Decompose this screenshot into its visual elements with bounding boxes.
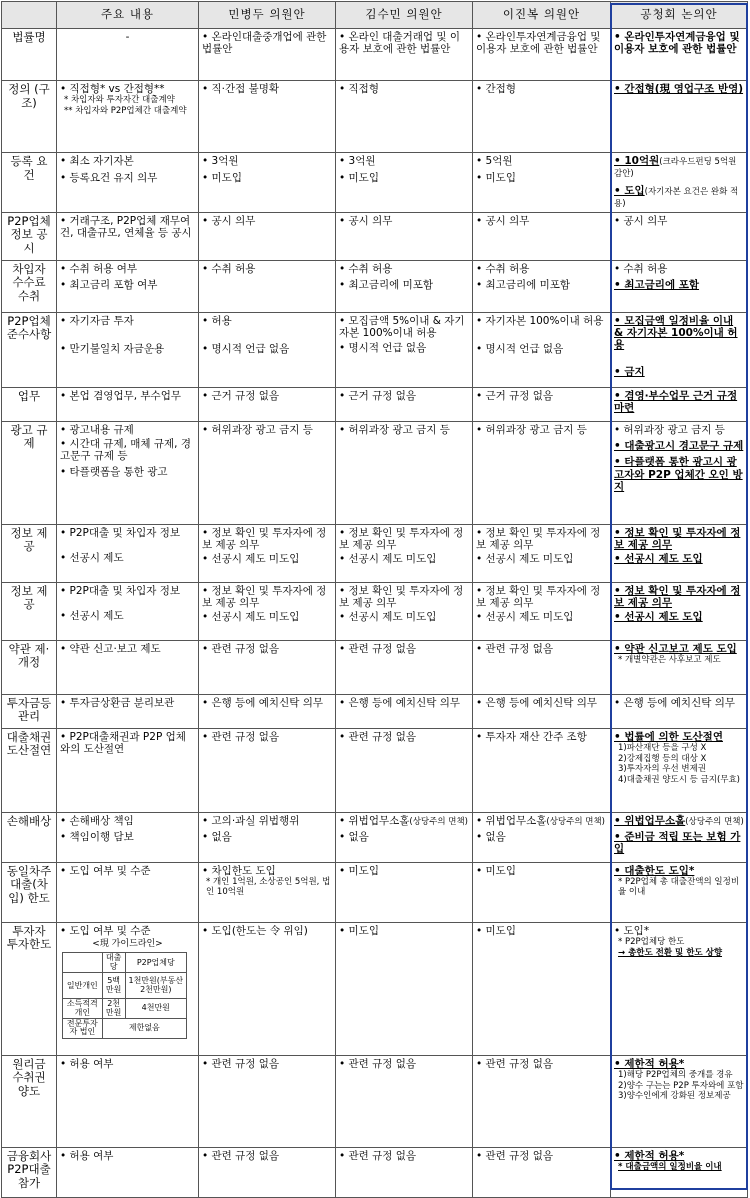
row-category: 법률명: [2, 29, 57, 81]
table-row: [2, 29, 748, 81]
header-min: 민병두 의원안: [199, 2, 336, 29]
line: • 최고금리에 미포함: [476, 278, 571, 291]
cell-main: -: [57, 29, 199, 81]
cell-hearing: [611, 1055, 748, 1147]
header-kim: 김수민 의원안: [336, 2, 473, 29]
line: • 도입 여부 및 수준: [60, 924, 151, 937]
cell-kim: • 공시 의무: [336, 212, 473, 260]
cell-hearing: [611, 728, 748, 812]
line: • 타플랫폼을 통한 광고: [60, 465, 168, 478]
line: • 도입: [614, 184, 645, 197]
line: • 수취 허용: [614, 262, 668, 275]
line: • 없음: [476, 830, 506, 843]
cell-min: • 허위과장 광고 금지 등: [199, 421, 336, 524]
cell-lee: • 미도입: [473, 862, 611, 922]
cell-min: • 도입(한도는 令 위임): [199, 922, 336, 1055]
cell-kim: [336, 260, 473, 312]
mini-header: P2P업체당: [125, 953, 186, 973]
line: • 시간대 규제, 매체 규제, 경고문구 규제 등: [60, 437, 191, 463]
cell-main: [57, 260, 199, 312]
cell-kim: • 관련 규정 없음: [336, 1147, 473, 1197]
line: • 정보 확인 및 투자자에 정보 제공 의무: [614, 526, 741, 551]
table-row: [2, 387, 748, 421]
line: • 수취 허용: [476, 262, 530, 275]
cell-kim: [336, 524, 473, 582]
cell-main: [57, 421, 199, 524]
line: • 선공시 제도 미도입: [202, 553, 300, 566]
line: • 3억원: [202, 155, 239, 167]
cell-hearing: • 공시 의무: [611, 212, 748, 260]
hearing-text: • 간접형(現 영업구조 반영): [614, 83, 744, 95]
mini-cell: 4천만원: [125, 999, 186, 1019]
line: • 수취 허용: [202, 262, 256, 275]
footnote: * 개별약관은 사후보고 제도: [618, 654, 721, 665]
note: (자기자본 요건은 완화 적용): [614, 186, 739, 210]
footnote: * P2P업체 총 대출잔액의 일정비율 이내: [618, 876, 740, 897]
cell-lee: [473, 260, 611, 312]
line: • 차입한도 도입: [202, 864, 276, 877]
row-category: 투자금등 관리: [2, 694, 57, 728]
header-main: 주요 내용: [57, 2, 199, 29]
footnote: 1)파산재단 등을 구성 X: [618, 742, 707, 753]
line: • 수취 허용 여부: [60, 262, 138, 275]
line: • 위법업무소홀: [614, 814, 686, 827]
line: • 대출광고시 경고문구 규제: [614, 439, 744, 452]
footnote: * 차입자와 투자자간 대출계약: [64, 95, 175, 106]
footnote: * 대출금액의 일정비율 이내: [618, 1161, 722, 1172]
line: • 만기불일치 자금운용: [60, 342, 165, 355]
cell-lee: • 관련 규정 없음: [473, 640, 611, 694]
cell-kim: [336, 153, 473, 213]
note: (상당주의 면책): [409, 816, 468, 827]
line: • 미도입: [202, 172, 242, 185]
line: • 명시적 언급 없음: [202, 342, 290, 355]
cell-hearing: [611, 1147, 748, 1197]
cell-main: [57, 81, 199, 153]
table-row: [2, 524, 748, 582]
line: • 허위과장 광고 금지 등: [614, 423, 725, 436]
line: • 없음: [339, 830, 369, 843]
line: • 도입*: [614, 924, 650, 937]
cell-min: [199, 260, 336, 312]
table-row: [2, 312, 748, 387]
cell-min: [199, 524, 336, 582]
table-row: [2, 694, 748, 728]
row-category: 금융회사 P2P대출 참가: [2, 1147, 57, 1197]
cell-min: [199, 582, 336, 640]
cell-kim: • 직접형: [336, 81, 473, 153]
row-category: 정보 제공: [2, 524, 57, 582]
cell-main: [57, 524, 199, 582]
line: • 3억원: [339, 155, 376, 167]
line: • 정보 확인 및 투자자에 정보 제공 의무: [614, 584, 741, 609]
line: • 정보 확인 및 투자자에 정보 제공 의무: [202, 584, 327, 609]
cell-kim: • 미도입: [336, 922, 473, 1055]
cell-lee: • 근거 규정 없음: [473, 387, 611, 421]
row-category: 차입자 수수료 수취: [2, 260, 57, 312]
table-row: [2, 862, 748, 922]
line: • 정보 확인 및 투자자에 정보 제공 의무: [339, 526, 464, 551]
line: • 겸영·부수업무 근거 규정 마련: [614, 389, 738, 414]
header-corner: [2, 2, 57, 29]
line: • 허용: [202, 314, 232, 327]
cell-lee: • 온라인투자연계금융업 및 이용자 보호에 관한 법률안: [473, 29, 611, 81]
cell-kim: • 관련 규정 없음: [336, 640, 473, 694]
mini-cell: 소득적격 개인: [63, 999, 103, 1019]
cell-min: [199, 812, 336, 862]
cell-hearing: [611, 421, 748, 524]
guideline-table: [62, 952, 187, 1038]
line: • 선공시 제도 미도입: [202, 611, 300, 624]
footnote: 3)양수인에게 강화된 정보제공: [618, 1091, 731, 1102]
mini-cell: 1천만원(부동산 2천만원): [125, 973, 186, 999]
table-row: [2, 260, 748, 312]
row-category: 대출채권 도산절연: [2, 728, 57, 812]
footnote: → 총한도 전환 및 한도 상향: [618, 947, 723, 958]
table-row: [2, 640, 748, 694]
line: • 정보 확인 및 투자자에 정보 제공 의무: [339, 584, 464, 609]
table-row: [2, 1147, 748, 1197]
row-category: 손해배상: [2, 812, 57, 862]
header-row: [2, 2, 748, 29]
comparison-document: [1, 1, 749, 1198]
cell-kim: • 온라인 대출거래업 및 이용자 보호에 관한 법률안: [336, 29, 473, 81]
cell-main: [57, 312, 199, 387]
table-row: [2, 81, 748, 153]
line: • 정보 확인 및 투자자에 정보 제공 의무: [202, 526, 327, 551]
cell-lee: • 관련 규정 없음: [473, 1055, 611, 1147]
cell-kim: • 은행 등에 예치신탁 의무: [336, 694, 473, 728]
line: • 선공시 제도 미도입: [476, 611, 574, 624]
cell-min: • 직·간접 불명확: [199, 81, 336, 153]
cell-main: • 본업 겸영업무, 부수업무: [57, 387, 199, 421]
table-row: [2, 922, 748, 1055]
cell-hearing: [611, 524, 748, 582]
cell-lee: [473, 812, 611, 862]
row-category: 업무: [2, 387, 57, 421]
line: • 선공시 제도 미도입: [339, 553, 437, 566]
cell-lee: [473, 312, 611, 387]
cell-min: • 관련 규정 없음: [199, 1055, 336, 1147]
mini-cell: 5백만원: [102, 973, 125, 999]
footnote: 3)투자자의 우선 변제권: [618, 764, 707, 775]
row-category: 정의 (구조): [2, 81, 57, 153]
footnote: 2)강제집행 등의 대상 X: [618, 753, 707, 764]
line: • 자기자본 100%이내 허용: [476, 314, 604, 327]
mini-cell: 일반개인: [63, 973, 103, 999]
line: • 미도입: [476, 172, 516, 185]
cell-hearing: [611, 812, 748, 862]
footnote: * P2P업체당 한도: [618, 936, 685, 947]
line: • 수취 허용: [339, 262, 393, 275]
line: • 최소 자기자본: [60, 155, 134, 167]
table-row: [2, 1055, 748, 1147]
row-category: P2P업체 준수사항: [2, 312, 57, 387]
row-category: 투자자 투자한도: [2, 922, 57, 1055]
cell-lee: • 관련 규정 없음: [473, 1147, 611, 1197]
row-category: P2P업체 정보 공시: [2, 212, 57, 260]
line: • 약관 신고보고 제도 도입: [614, 642, 737, 655]
main-line: • 직접형* vs 간접형**: [60, 83, 165, 95]
cell-hearing: [611, 260, 748, 312]
footnote: 1)해당 P2P업체의 중개를 경유: [618, 1069, 733, 1080]
mini-cell: 전문투자자 법인: [63, 1019, 103, 1039]
cell-lee: [473, 524, 611, 582]
cell-lee: • 허위과장 광고 금지 등: [473, 421, 611, 524]
footnote: * 개인 1억원, 소상공인 5억원, 법인 10억원: [206, 876, 331, 897]
table-row: [2, 212, 748, 260]
line: • 책임이행 담보: [60, 830, 134, 843]
mini-header: 대출당: [102, 953, 125, 973]
line: • 등록요건 유지 의무: [60, 172, 158, 185]
mini-corner: [63, 953, 103, 973]
cell-hearing: [611, 922, 748, 1055]
cell-min: [199, 862, 336, 922]
note: (상당주의 면책): [546, 816, 605, 827]
cell-min: • 공시 의무: [199, 212, 336, 260]
line: • 선공시 제도: [60, 551, 124, 564]
cell-main: • 허용 여부: [57, 1147, 199, 1197]
comparison-table: [1, 1, 748, 1198]
header-lee: 이진복 의원안: [473, 2, 611, 29]
cell-hearing: [611, 862, 748, 922]
footnote: 2)양수 구는는 P2P 투자와에 포함: [618, 1080, 744, 1091]
cell-main: • 투자금상환금 분리보관: [57, 694, 199, 728]
row-category: 등록 요건: [2, 153, 57, 213]
line: • 손해배상 책임: [60, 814, 134, 827]
cell-kim: [336, 812, 473, 862]
line: • 선공시 제도 도입: [614, 553, 703, 566]
row-category: 광고 규제: [2, 421, 57, 524]
line: • P2P대출 및 차입자 정보: [60, 584, 181, 597]
cell-kim: • 관련 규정 없음: [336, 1055, 473, 1147]
cell-lee: • 공시 의무: [473, 212, 611, 260]
line: • 모집금액 일정비율 이내 & 자기자본 100%이내 허용: [614, 314, 738, 352]
note: (상당주의 면책): [685, 816, 744, 827]
row-category: 원리금 수취권 양도: [2, 1055, 57, 1147]
cell-kim: [336, 582, 473, 640]
cell-min: • 관련 규정 없음: [199, 1147, 336, 1197]
cell-hearing: [611, 312, 748, 387]
line: • 최고금리 포함 여부: [60, 278, 158, 291]
cell-kim: • 관련 규정 없음: [336, 728, 473, 812]
row-category: 약관 제·개정: [2, 640, 57, 694]
line: • 선공시 제도: [60, 609, 124, 622]
line: • 정보 확인 및 투자자에 정보 제공 의무: [476, 526, 601, 551]
line: • 준비금 적립 또는 보험 가입: [614, 830, 741, 856]
cell-hearing: [611, 387, 748, 421]
cell-lee: [473, 582, 611, 640]
cell-main: [57, 153, 199, 213]
cell-main: [57, 582, 199, 640]
cell-min: • 온라인대출중개업에 관한 법률안: [199, 29, 336, 81]
line: • 선공시 제도 미도입: [476, 553, 574, 566]
cell-min: • 관련 규정 없음: [199, 640, 336, 694]
line: • 명시적 언급 없음: [476, 342, 564, 355]
cell-lee: • 은행 등에 예치신탁 의무: [473, 694, 611, 728]
footnote: 4)대출채권 양도시 등 금지(무효): [618, 775, 740, 786]
line: • 고의·과실 위법행위: [202, 814, 300, 827]
guideline-caption: <現 가이드라인>: [92, 938, 163, 949]
table-row: [2, 421, 748, 524]
cell-min: • 근거 규정 없음: [199, 387, 336, 421]
cell-main: • 허용 여부: [57, 1055, 199, 1147]
cell-min: [199, 153, 336, 213]
cell-main: • 도입 여부 및 수준: [57, 862, 199, 922]
cell-main: [57, 922, 199, 1055]
cell-main: [57, 812, 199, 862]
line: • 제한적 허용*: [614, 1149, 685, 1162]
line: • 선공시 제도 미도입: [339, 611, 437, 624]
cell-lee: • 미도입: [473, 922, 611, 1055]
cell-hearing: • 은행 등에 예치신탁 의무: [611, 694, 748, 728]
mini-cell: 2천만원: [102, 999, 125, 1019]
line: • 자기자금 투자: [60, 314, 134, 327]
cell-hearing: [611, 582, 748, 640]
cell-lee: • 투자자 재산 간주 조항: [473, 728, 611, 812]
cell-main: • P2P대출채권과 P2P 업체와의 도산절연: [57, 728, 199, 812]
cell-kim: • 미도입: [336, 862, 473, 922]
cell-main: • 거래구조, P2P업체 재무여건, 대출규모, 연체율 등 공시: [57, 212, 199, 260]
line: • 광고내용 규제: [60, 423, 134, 436]
line: • 타플랫폼 통한 광고시 광고자와 P2P 업체간 오인 방지: [614, 456, 743, 493]
line: • 최고금리에 미포함: [339, 278, 434, 291]
cell-min: • 관련 규정 없음: [199, 728, 336, 812]
cell-kim: • 근거 규정 없음: [336, 387, 473, 421]
line: • 미도입: [339, 172, 379, 185]
cell-kim: [336, 312, 473, 387]
line: • 위법업무소홀: [339, 814, 410, 827]
row-category: 동일차주 대출(차입) 한도: [2, 862, 57, 922]
mini-cell: 제한없음: [102, 1019, 186, 1039]
line: • 5억원: [476, 155, 513, 167]
cell-lee: [473, 153, 611, 213]
line: • 위법업무소홀: [476, 814, 547, 827]
cell-hearing: [611, 81, 748, 153]
header-hearing: 공청회 논의안: [611, 2, 748, 29]
cell-min: • 은행 등에 예치신탁 의무: [199, 694, 336, 728]
cell-min: [199, 312, 336, 387]
line: • 대출한도 도입*: [614, 864, 695, 877]
line: • 금지: [614, 365, 645, 378]
row-category: 정보 제공: [2, 582, 57, 640]
line: • 명시적 언급 없음: [339, 342, 427, 355]
line: • 모집금액 5%이내 & 자기자본 100%이내 허용: [339, 314, 465, 339]
table-row: [2, 153, 748, 213]
cell-kim: • 허위과장 광고 금지 등: [336, 421, 473, 524]
table-row: [2, 728, 748, 812]
line: • 10억원: [614, 155, 660, 167]
line: • 법률에 의한 도산절연: [614, 730, 723, 743]
cell-main: • 약관 신고·보고 제도: [57, 640, 199, 694]
footnote: ** 차입자와 P2P업체간 대출계약: [64, 106, 187, 117]
line: • 없음: [202, 830, 232, 843]
table-row: [2, 582, 748, 640]
line: • 선공시 제도 도입: [614, 611, 703, 624]
cell-hearing: [611, 153, 748, 213]
table-row: [2, 812, 748, 862]
line: • P2P대출 및 차입자 정보: [60, 526, 181, 539]
line: • 제한적 허용*: [614, 1057, 685, 1070]
line: • 최고금리에 포함: [614, 278, 700, 291]
line: • 정보 확인 및 투자자에 정보 제공 의무: [476, 584, 601, 609]
cell-hearing: • 온라인투자연계금융업 및 이용자 보호에 관한 법률안: [611, 29, 748, 81]
cell-hearing: [611, 640, 748, 694]
note: (크라우드펀딩 5억원 감안): [614, 157, 737, 180]
cell-lee: • 간접형: [473, 81, 611, 153]
